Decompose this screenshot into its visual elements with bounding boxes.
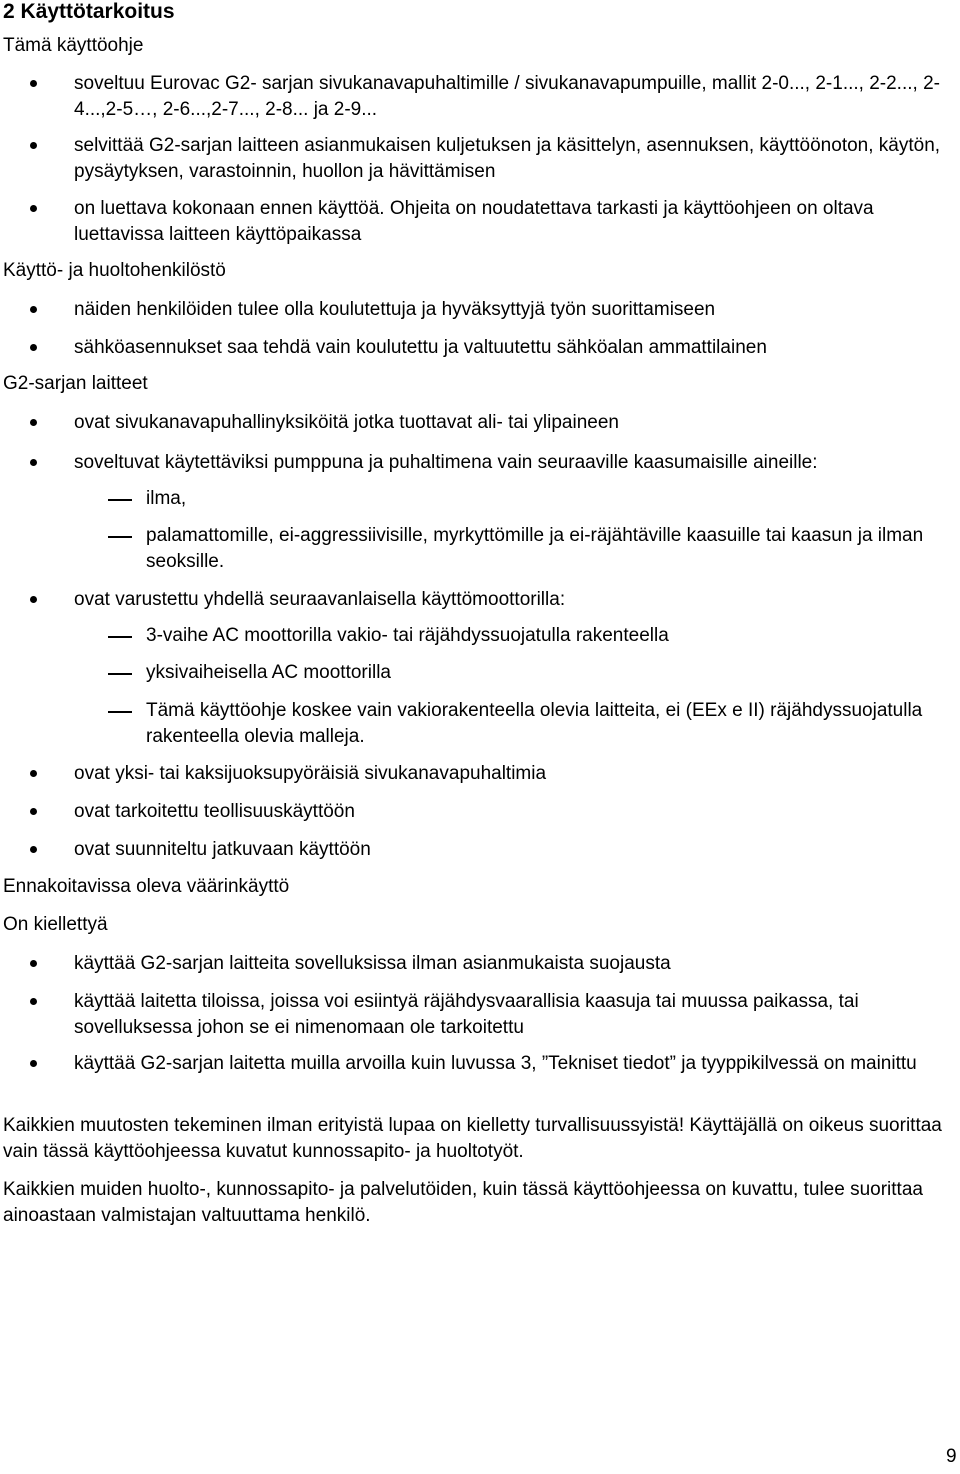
- intro-bullet: soveltuu Eurovac G2- sarjan sivukanavapuhaltimille / sivukanavapumpuille, mallit 2-0..., 2-1..., 2-2..., 2-4...,2-5…, 2-6...,2-7..., 2-8... ja 2-9...: [74, 71, 954, 123]
- staff-label: Käyttö- ja huoltohenkilöstö: [3, 260, 226, 281]
- motor-item: Tämä käyttöohje koskee vain vakiorakenteella olevia laitteita, ei (EEx e II) räjähdyssuojatulla rakenteella olevia malleja.: [146, 698, 956, 750]
- device-bullet: ovat tarkoitettu teollisuuskäyttöön: [74, 799, 954, 825]
- device-bullet: ovat suunniteltu jatkuvaan käyttöön: [74, 837, 954, 863]
- motor-item: yksivaiheisella AC moottorilla: [146, 660, 956, 686]
- staff-bullet: näiden henkilöiden tulee olla koulutettuja ja hyväksyttyjä työn suorittamiseen: [74, 297, 954, 323]
- device-bullet: ovat varustettu yhdellä seuraavanlaisella käyttömoottorilla:: [74, 587, 954, 613]
- forbidden-bullet: käyttää G2-sarjan laitetta muilla arvoilla kuin luvussa 3, ”Tekniset tiedot” ja tyyppikilvessä on mainittu: [74, 1051, 954, 1077]
- closing-paragraph: Kaikkien muiden huolto-, kunnossapito- ja palvelutöiden, kuin tässä käyttöohjeessa on kuvattu, tulee suorittaa ainoastaan valmistajan valtuuttama henkilö.: [3, 1179, 923, 1226]
- device-bullet: soveltuvat käytettäviksi pumppuna ja puhaltimena vain seuraaville kaasumaisille aineille:: [74, 450, 954, 476]
- misuse-label: Ennakoitavissa oleva väärinkäyttö: [3, 876, 290, 897]
- gas-item: ilma,: [146, 486, 956, 512]
- device-bullet: ovat sivukanavapuhallinyksiköitä jotka tuottavat ali- tai ylipaineen: [74, 410, 954, 436]
- closing-paragraph: Kaikkien muutosten tekeminen ilman erityistä lupaa on kielletty turvallisuussyistä! Käyttäjällä on oikeus suorittaa vain tässä käyttöohjeessa kuvatut kunnossapito- ja huoltotyöt.: [3, 1115, 942, 1162]
- page-number: 9: [946, 1446, 957, 1467]
- device-bullet: ovat yksi- tai kaksijuoksupyöräisiä sivukanavapuhaltimia: [74, 761, 954, 787]
- gas-item: palamattomille, ei-aggressiivisille, myrkyttömille ja ei-räjähtäville kaasuille tai kaasun ja ilman seoksille.: [146, 523, 956, 575]
- devices-label: G2-sarjan laitteet: [3, 373, 148, 394]
- forbidden-label: On kiellettyä: [3, 914, 108, 935]
- intro-label: Tämä käyttöohje: [3, 35, 144, 56]
- section-title: Käyttötarkoitus: [20, 0, 175, 23]
- forbidden-bullet: käyttää laitetta tiloissa, joissa voi esiintyä räjähdysvaarallisia kaasuja tai muussa paikassa, tai sovelluksessa johon se ei nimenomaan ole tarkoitettu: [74, 989, 954, 1041]
- motor-item: 3-vaihe AC moottorilla vakio- tai räjähdyssuojatulla rakenteella: [146, 623, 956, 649]
- staff-bullet: sähköasennukset saa tehdä vain koulutettu ja valtuutettu sähköalan ammattilainen: [74, 335, 954, 361]
- section-heading: [3, 0, 175, 26]
- intro-bullet: on luettava kokonaan ennen käyttöä. Ohjeita on noudatettava tarkasti ja käyttöohjeen on oltava luettavissa laitteen käyttöpaikassa: [74, 196, 954, 248]
- intro-bullet: selvittää G2-sarjan laitteen asianmukaisen kuljetuksen ja käsittelyn, asennuksen, käyttöönoton, käytön, pysäytyksen, varastoinnin, huollon ja hävittämisen: [74, 133, 954, 185]
- forbidden-bullet: käyttää G2-sarjan laitteita sovelluksissa ilman asianmukaista suojausta: [74, 951, 954, 977]
- section-number: 2: [3, 0, 15, 23]
